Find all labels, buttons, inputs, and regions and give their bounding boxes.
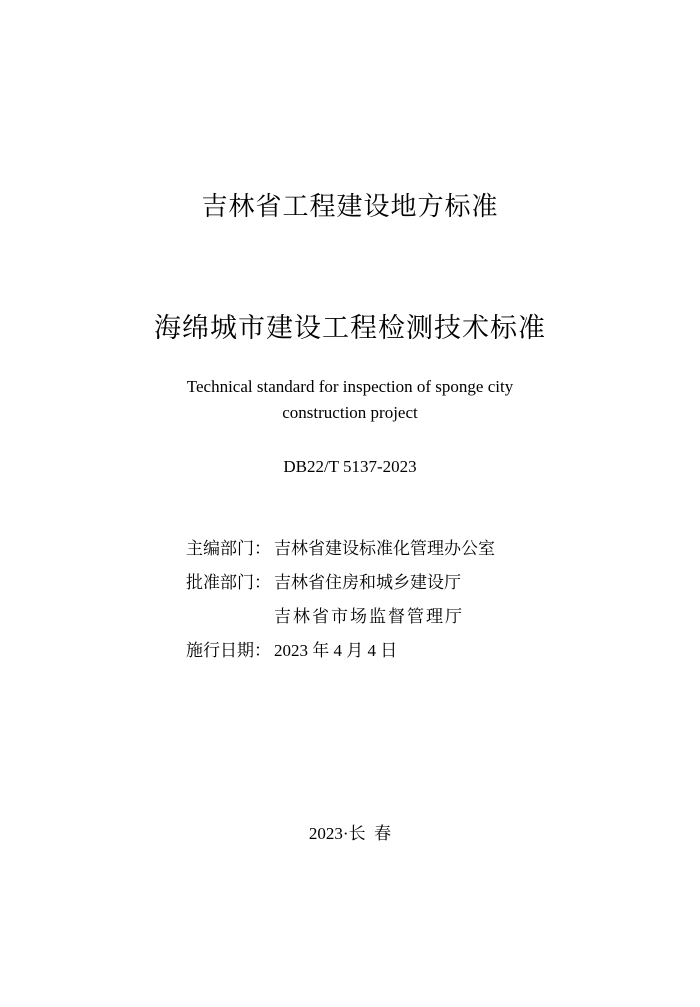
editor-department-value: 吉林省建设标准化管理办公室: [274, 539, 495, 558]
standard-number: DB22/T 5137-2023: [283, 457, 417, 476]
standard-title-chinese: 海绵城市建设工程检测技术标准: [154, 313, 546, 344]
publication-place-year: 2023·长 春: [308, 824, 392, 843]
standard-title-english-line-1: Technical standard for inspection of sponge city: [186, 377, 514, 396]
approver-department-value-1: 吉林省住房和城乡建设厅: [274, 573, 461, 592]
standard-series-title: 吉林省工程建设地方标准: [201, 192, 499, 222]
editor-department-row: [186, 534, 495, 559]
approver-department-label: 批准部门：: [186, 573, 271, 592]
editor-department-label: 主编部门：: [186, 539, 271, 558]
effective-date-value: 2023 年 4 月 4 日: [274, 641, 398, 660]
effective-date-label: 施行日期：: [186, 641, 271, 660]
approver-department-value-2: 吉林省市场监督管理厅: [274, 607, 464, 626]
approver-department-row: [186, 568, 461, 593]
effective-date-row: [186, 636, 397, 661]
standard-title-english-line-2: construction project: [282, 403, 418, 422]
